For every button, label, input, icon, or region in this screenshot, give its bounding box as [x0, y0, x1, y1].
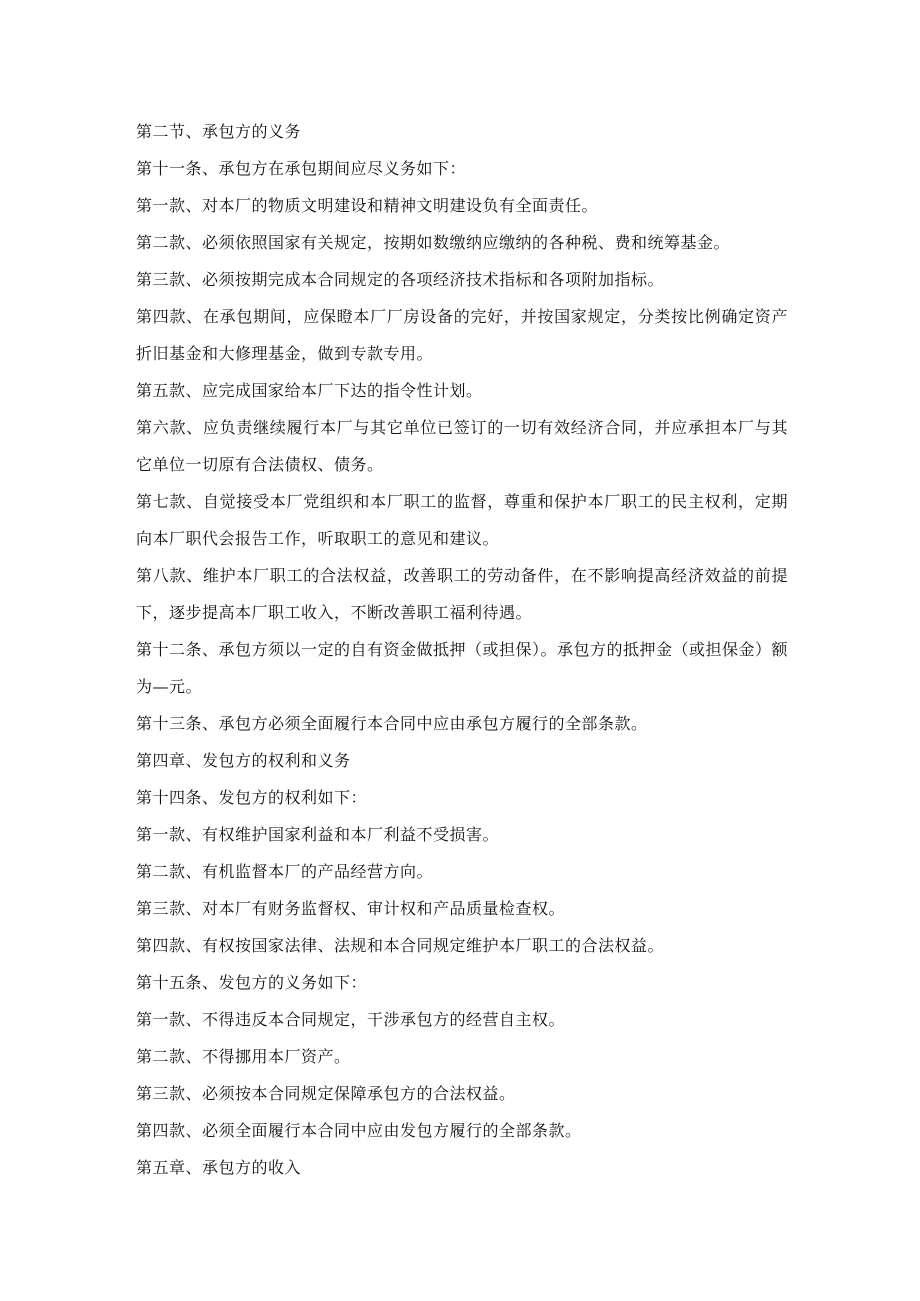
article-12: 第十二条、承包方须以一定的自有资金做抵押（或担保）。承包方的抵押金（或担保金）额为—元。	[136, 640, 789, 696]
article-11-clause-3: 第三款、必须按期完成本合同规定的各项经济技术指标和各项附加指标。	[136, 270, 665, 289]
chapter-4-heading: 第四章、发包方的权利和义务	[136, 751, 351, 770]
article-14: 第十四条、发包方的权利如下：	[136, 788, 368, 807]
article-11: 第十一条、承包方在承包期间应尽义务如下：	[136, 159, 467, 178]
article-15-clause-4: 第四款、必须全面履行本合同中应由发包方履行的全部条款。	[136, 1121, 582, 1140]
article-11-clause-5: 第五款、应完成国家给本厂下达的指令性计划。	[136, 381, 483, 400]
article-14-clause-1: 第一款、有权维护国家利益和本厂利益不受损害。	[136, 825, 500, 844]
article-15-clause-1: 第一款、不得违反本合同规定，干涉承包方的经营自主权。	[136, 1010, 566, 1029]
article-14-clause-2: 第二款、有机监督本厂的产品经营方向。	[136, 862, 434, 881]
article-11-clause-2: 第二款、必须依照国家有关规定，按期如数缴纳应缴纳的各种税、费和统筹基金。	[136, 233, 731, 252]
article-13: 第十三条、承包方必须全面履行本合同中应由承包方履行的全部条款。	[136, 714, 648, 733]
article-11-clause-6: 第六款、应负责继续履行本厂与其它单位已签订的一切有效经济合同，并应承担本厂与其它单位一切原有合法债权、债务。	[136, 418, 788, 474]
document-body	[136, 113, 788, 1186]
article-15-clause-3: 第三款、必须按本合同规定保障承包方的合法权益。	[136, 1084, 516, 1103]
article-15: 第十五条、发包方的义务如下：	[136, 973, 368, 992]
article-14-clause-3: 第三款、对本厂有财务监督权、审计权和产品质量检查权。	[136, 899, 566, 918]
chapter-5-heading: 第五章、承包方的收入	[136, 1158, 302, 1177]
section-heading: 第二节、承包方的义务	[136, 122, 302, 141]
article-15-clause-2: 第二款、不得挪用本厂资产。	[136, 1047, 351, 1066]
article-11-clause-7: 第七款、自觉接受本厂党组织和本厂职工的监督，尊重和保护本厂职工的民主权利，定期向本厂职代会报告工作，听取职工的意见和建议。	[136, 492, 788, 548]
article-14-clause-4: 第四款、有权按国家法律、法规和本合同规定维护本厂职工的合法权益。	[136, 936, 665, 955]
article-11-clause-1: 第一款、对本厂的物质文明建设和精神文明建设负有全面责任。	[136, 196, 599, 215]
article-11-clause-8: 第八款、维护本厂职工的合法权益，改善职工的劳动备件，在不影响提高经济效益的前提下，逐步提高本厂职工收入，不断改善职工福利待遇。	[136, 566, 788, 622]
article-11-clause-4: 第四款、在承包期间，应保瞪本厂厂房设备的完好，并按国家规定，分类按比例确定资产折旧基金和大修理基金，做到专款专用。	[136, 307, 788, 363]
